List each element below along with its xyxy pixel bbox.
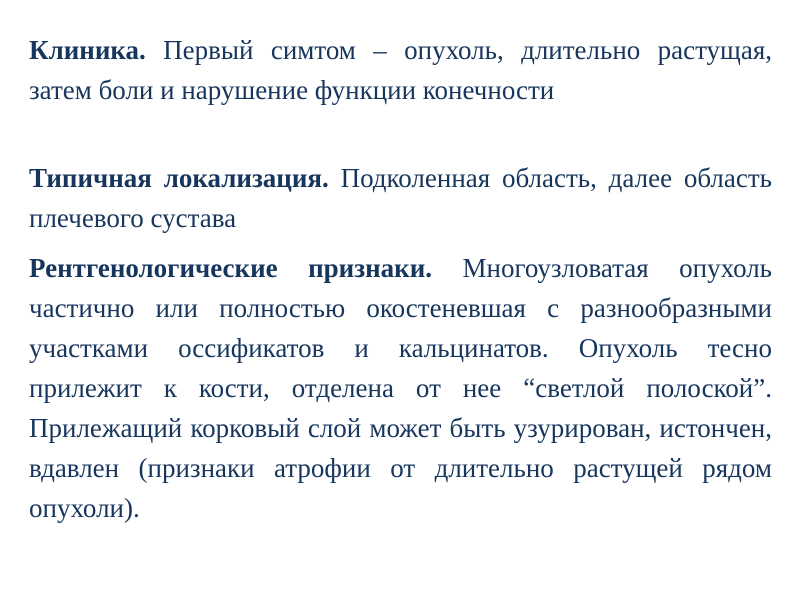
localization-paragraph — [29, 158, 772, 238]
xray-text: Многоузловатая опухоль частично или полностью окостеневшая с разнообразными участками оссификатов и кальцинатов. Опухоль тесно прилежит к кости, отделена от нее “светлой полоской”. Прилежащий корковый слой может быть узурирован, истончен, вдавлен (признаки атрофии от длительно растущей рядом опухоли). — [29, 253, 772, 523]
xray-heading: Рентгенологические признаки. — [29, 253, 432, 283]
clinic-heading: Клиника. — [29, 35, 146, 65]
clinic-paragraph — [29, 30, 772, 110]
xray-paragraph — [29, 248, 772, 528]
localization-heading: Типичная локализация. — [29, 163, 329, 193]
clinic-text: Первый симтом – опухоль, длительно растущая, затем боли и нарушение функции конечности — [29, 35, 772, 105]
localization-text: Подколенная область, далее область плечевого сустава — [29, 163, 772, 233]
